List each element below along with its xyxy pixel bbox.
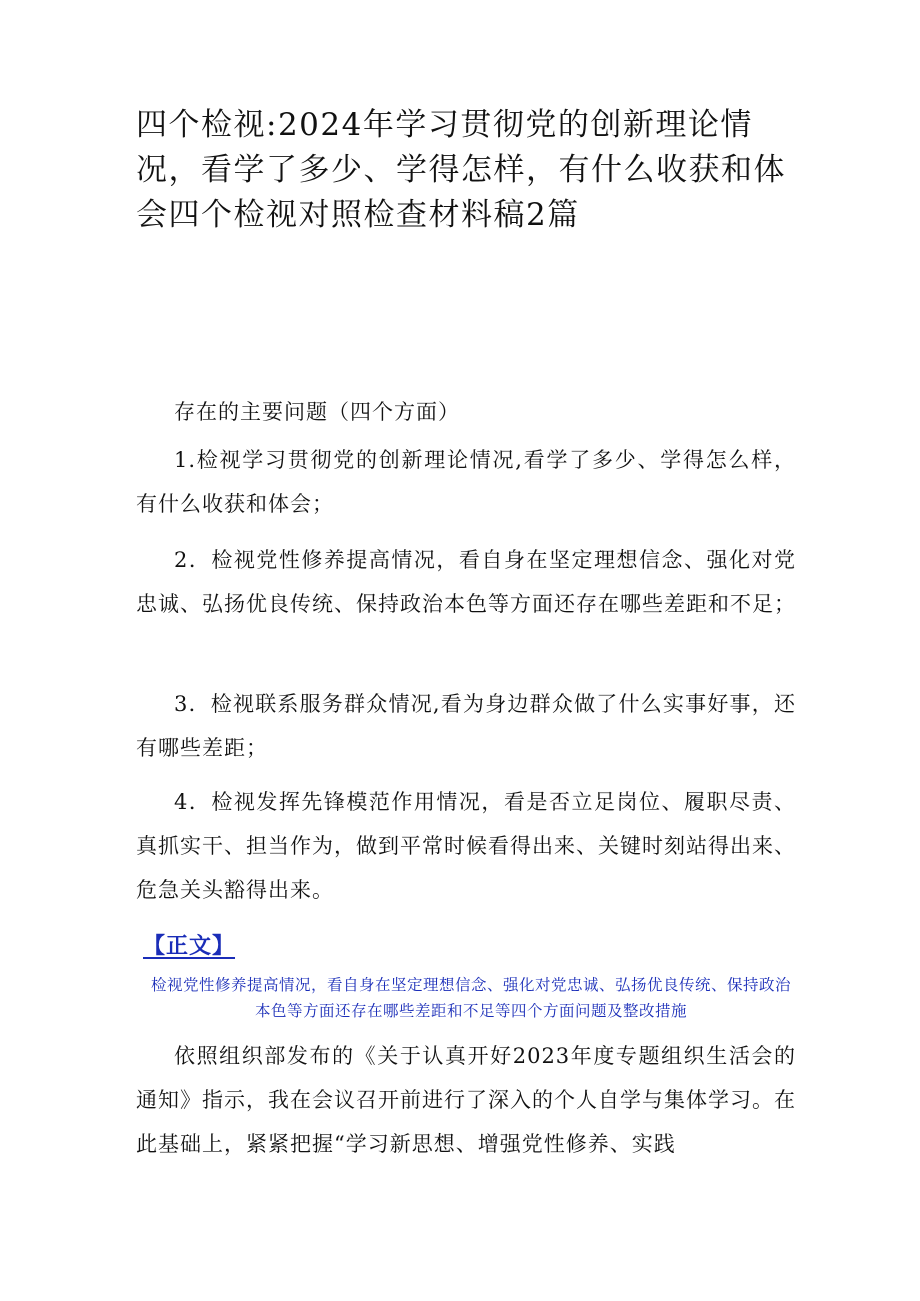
summary-link[interactable]: 检视党性修养提高情况，看自身在坚定理想信念、强化对党忠诚、弘扬优良传统、保持政治本色等方面还存在哪些差距和不足等四个方面问题及整改措施 [150, 976, 791, 1020]
zhengwen-link[interactable]: 【正文】 [143, 933, 236, 959]
list-item: 2．检视党性修养提高情况，看自身在坚定理想信念、强化对党忠诚、弘扬优良传统、保持政治本色等方面还存在哪些差距和不足； [136, 548, 796, 616]
body-paragraph: 依照组织部发布的《关于认真开好2023年度专题组织生活会的通知》指示，我在会议召开前进行了深入的个人自学与集体学习。在此基础上，紧紧把握“学习新思想、增强党性修养、实践 [136, 1044, 796, 1156]
document-title: 四个检视:2024年学习贯彻党的创新理论情况，看学了多少、学得怎样，有什么收获和体会四个检视对照检查材料稿2篇 [136, 107, 786, 233]
list-item: 3．检视联系服务群众情况,看为身边群众做了什么实事好事，还有哪些差距； [136, 692, 796, 760]
list-item: 4．检视发挥先锋模范作用情况，看是否立足岗位、履职尽责、真抓实干、担当作为，做到平常时候看得出来、关键时刻站得出来、危急关头豁得出来。 [136, 790, 796, 902]
section-heading: 存在的主要问题（四个方面） [174, 400, 460, 424]
list-item: 1.检视学习贯彻党的创新理论情况,看学了多少、学得怎么样，有什么收获和体会； [136, 448, 796, 516]
